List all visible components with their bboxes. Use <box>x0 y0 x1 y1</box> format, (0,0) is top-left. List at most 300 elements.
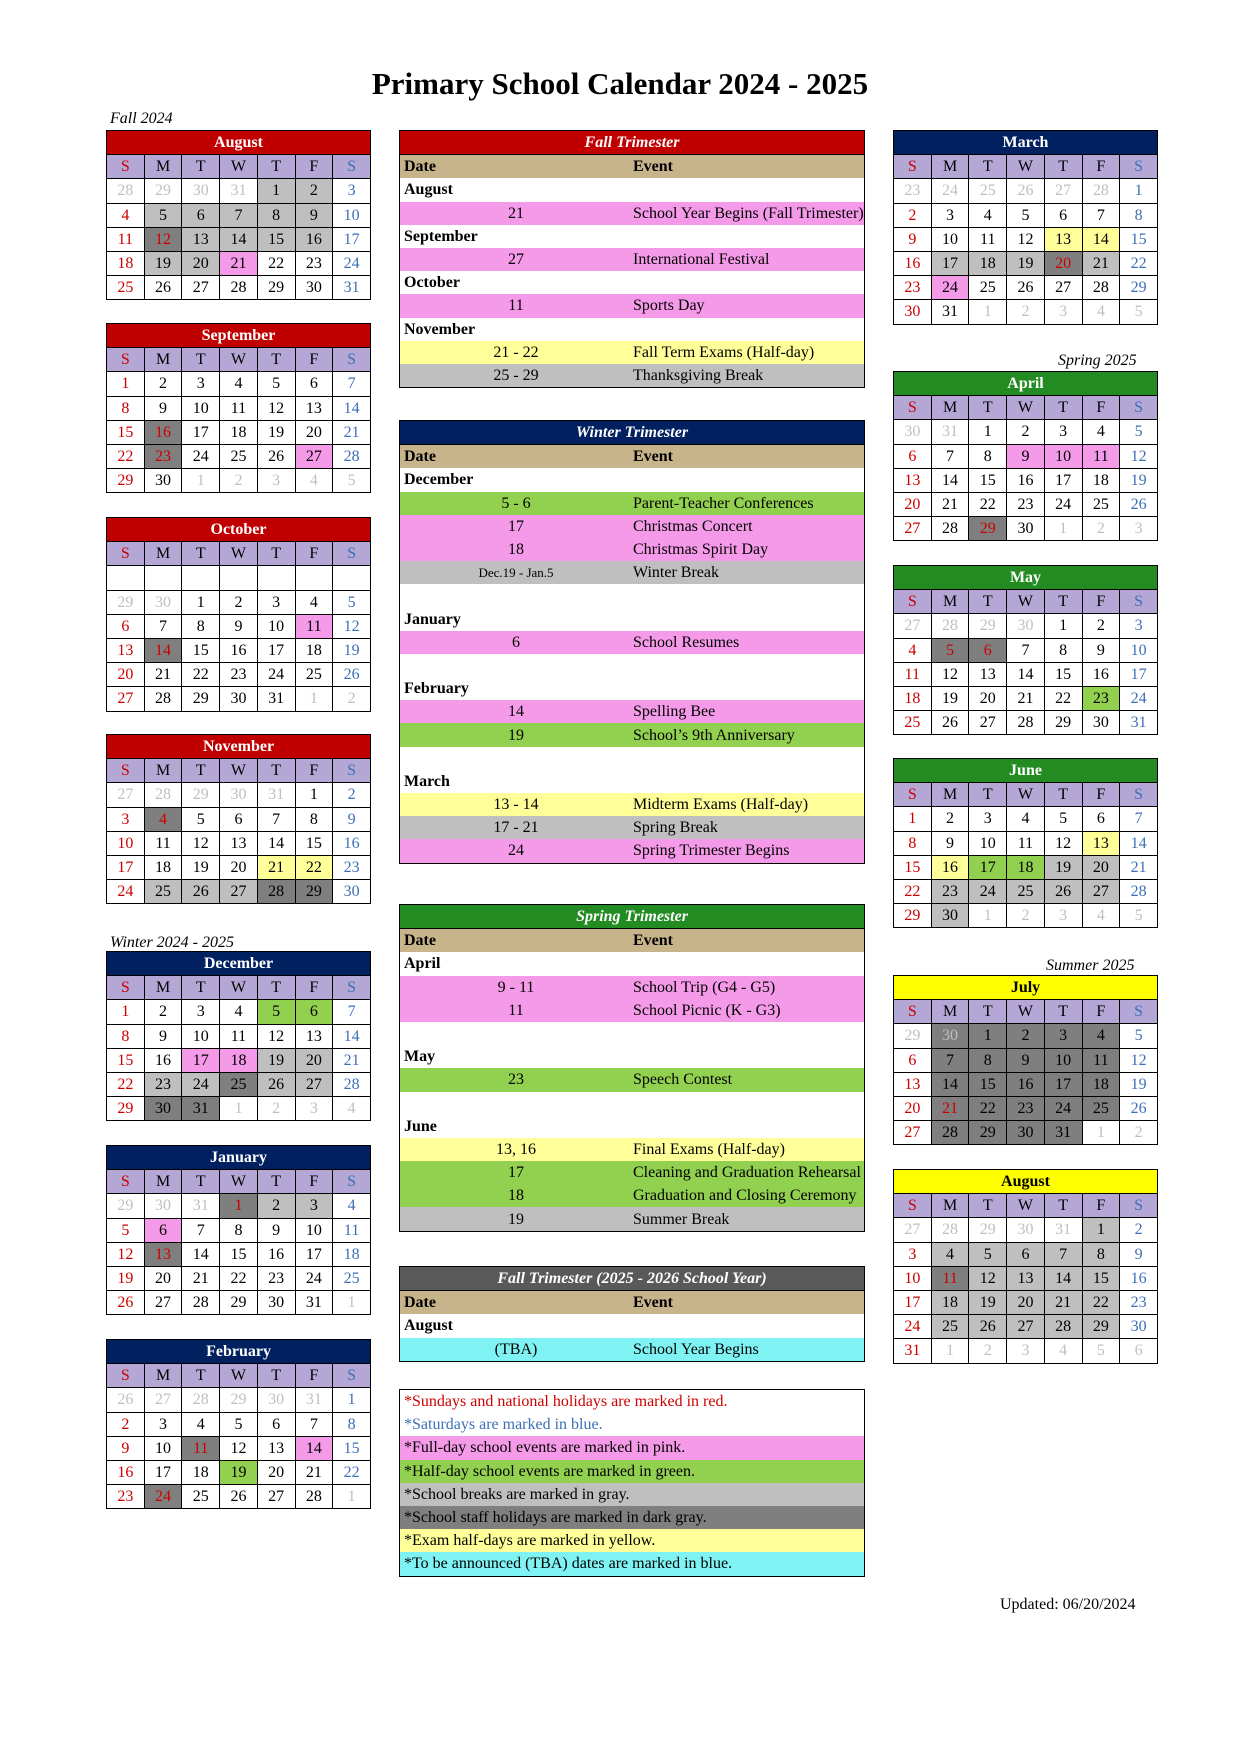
day-cell: 15 <box>295 831 333 855</box>
weekday-header: S <box>1120 783 1158 807</box>
day-cell: 20 <box>1007 1290 1045 1314</box>
event-table <box>399 1266 865 1362</box>
weekday-header: S <box>894 783 932 807</box>
events-fall-trimester <box>399 130 865 388</box>
day-cell: 7 <box>333 1000 371 1024</box>
day-cell: 29 <box>182 687 220 711</box>
weekday-header: T <box>969 783 1007 807</box>
month-march-2025 <box>893 130 1158 325</box>
weekday-header: F <box>1082 590 1120 614</box>
day-cell: 16 <box>894 251 932 275</box>
day-cell: 2 <box>1007 1024 1045 1048</box>
weekday-header: S <box>333 348 371 372</box>
day-cell: 21 <box>931 1096 969 1120</box>
day-cell: 17 <box>333 227 371 251</box>
day-cell: 15 <box>1044 662 1082 686</box>
weekday-header: T <box>182 1364 220 1388</box>
day-cell: 10 <box>333 203 371 227</box>
day-cell: 7 <box>931 1048 969 1072</box>
event-column-header: Event <box>632 155 865 179</box>
day-cell: 5 <box>1120 1024 1158 1048</box>
month-october-2024 <box>106 517 371 712</box>
day-cell: 22 <box>1082 1290 1120 1314</box>
day-cell: 3 <box>295 1194 333 1218</box>
day-cell: 10 <box>1044 1048 1082 1072</box>
day-cell: 2 <box>1120 1121 1158 1145</box>
day-cell: 6 <box>1120 1339 1158 1363</box>
day-cell: 21 <box>1044 1290 1082 1314</box>
weekday-header: F <box>1082 1194 1120 1218</box>
day-cell: 3 <box>1120 614 1158 638</box>
day-cell: 17 <box>107 855 145 879</box>
weekday-header: S <box>107 976 145 1000</box>
day-cell: 17 <box>1120 662 1158 686</box>
day-cell: 16 <box>1120 1266 1158 1290</box>
day-cell: 5 <box>1120 300 1158 324</box>
blank-row <box>400 584 865 607</box>
day-cell: 6 <box>182 203 220 227</box>
event-date: 25 - 29 <box>400 364 633 388</box>
day-cell: 29 <box>894 904 932 928</box>
day-cell: 29 <box>107 590 145 614</box>
month-name: June <box>894 759 1158 783</box>
day-cell: 16 <box>1007 468 1045 492</box>
day-cell: 29 <box>220 1291 258 1315</box>
day-cell: 28 <box>931 1218 969 1242</box>
blank-row <box>400 1092 865 1115</box>
legend-item: *To be announced (TBA) dates are marked in blue. <box>400 1552 865 1576</box>
weekday-header: S <box>1120 1000 1158 1024</box>
weekday-header: M <box>931 396 969 420</box>
event-block-title: Spring Trimester <box>400 905 865 929</box>
day-cell: 19 <box>220 1460 258 1484</box>
weekday-header: S <box>894 1000 932 1024</box>
day-cell: 30 <box>894 300 932 324</box>
day-cell: 26 <box>931 711 969 735</box>
event-name: Midterm Exams (Half-day) <box>632 793 865 816</box>
day-cell: 31 <box>1044 1121 1082 1145</box>
day-cell: 1 <box>333 1485 371 1509</box>
weekday-header: T <box>182 1170 220 1194</box>
event-block-title: Winter Trimester <box>400 421 865 445</box>
event-date: 27 <box>400 248 633 271</box>
day-cell: 17 <box>144 1460 182 1484</box>
day-cell: 22 <box>1120 251 1158 275</box>
day-cell: 12 <box>220 1436 258 1460</box>
day-cell: 19 <box>257 420 295 444</box>
day-cell: 14 <box>931 1072 969 1096</box>
day-cell: 13 <box>295 1024 333 1048</box>
day-cell: 20 <box>894 1096 932 1120</box>
day-cell: 12 <box>257 396 295 420</box>
day-cell: 11 <box>220 396 258 420</box>
day-cell: 13 <box>894 468 932 492</box>
day-cell: 11 <box>220 1024 258 1048</box>
day-cell: 6 <box>1044 203 1082 227</box>
weekday-header: S <box>894 396 932 420</box>
weekday-header: T <box>257 542 295 566</box>
day-cell: 4 <box>1044 1339 1082 1363</box>
day-cell: 1 <box>1120 179 1158 203</box>
day-cell: 4 <box>220 372 258 396</box>
day-cell: 17 <box>931 251 969 275</box>
day-cell: 7 <box>144 614 182 638</box>
day-cell: 7 <box>1007 638 1045 662</box>
day-cell: 5 <box>1120 420 1158 444</box>
day-cell: 1 <box>220 1097 258 1121</box>
day-cell: 1 <box>107 1000 145 1024</box>
day-cell: 24 <box>333 251 371 275</box>
weekday-header: W <box>220 155 258 179</box>
weekday-header: T <box>1044 590 1082 614</box>
day-cell: 17 <box>182 420 220 444</box>
day-cell: 11 <box>295 614 333 638</box>
day-cell: 1 <box>333 1291 371 1315</box>
event-month-label: October <box>404 274 460 292</box>
month-name: May <box>894 566 1158 590</box>
day-cell: 29 <box>969 614 1007 638</box>
weekday-header: S <box>333 1170 371 1194</box>
day-cell: 28 <box>295 1485 333 1509</box>
day-cell: 10 <box>969 831 1007 855</box>
day-cell: 20 <box>1082 855 1120 879</box>
weekday-header: F <box>1082 1000 1120 1024</box>
day-cell: 1 <box>969 904 1007 928</box>
day-cell: 27 <box>144 1388 182 1412</box>
day-cell: 3 <box>257 469 295 493</box>
day-cell: 23 <box>1007 492 1045 516</box>
day-cell: 12 <box>931 662 969 686</box>
day-cell: 5 <box>144 203 182 227</box>
event-date: 9 - 11 <box>400 976 633 999</box>
day-cell: 14 <box>931 468 969 492</box>
day-cell: 25 <box>931 1315 969 1339</box>
day-cell: 27 <box>182 276 220 300</box>
day-cell: 29 <box>894 1024 932 1048</box>
day-cell: 18 <box>1007 855 1045 879</box>
event-name: Spring Break <box>632 816 865 839</box>
day-cell: 10 <box>1120 638 1158 662</box>
day-cell: 1 <box>969 1024 1007 1048</box>
day-cell: 22 <box>107 1072 145 1096</box>
weekday-header: W <box>1007 155 1045 179</box>
day-cell: 10 <box>257 614 295 638</box>
day-cell: 8 <box>107 1024 145 1048</box>
day-cell: 27 <box>969 711 1007 735</box>
day-cell: 11 <box>333 1218 371 1242</box>
day-cell: 10 <box>894 1266 932 1290</box>
day-cell: 26 <box>333 663 371 687</box>
day-cell: 16 <box>295 227 333 251</box>
event-name: School Resumes <box>632 631 865 654</box>
event-name: Speech Contest <box>632 1068 865 1091</box>
day-cell: 11 <box>107 227 145 251</box>
day-cell: 17 <box>1044 468 1082 492</box>
event-date: 21 <box>400 202 633 225</box>
day-cell: 1 <box>295 783 333 807</box>
day-cell: 14 <box>1044 1266 1082 1290</box>
weekday-header: S <box>333 155 371 179</box>
day-cell: 5 <box>220 1412 258 1436</box>
day-cell: 29 <box>257 276 295 300</box>
day-cell: 3 <box>257 590 295 614</box>
day-cell: 26 <box>107 1388 145 1412</box>
day-cell: 18 <box>182 1460 220 1484</box>
weekday-header: S <box>1120 396 1158 420</box>
weekday-header: F <box>295 1364 333 1388</box>
day-cell: 28 <box>1120 879 1158 903</box>
day-cell: 27 <box>107 783 145 807</box>
weekday-header: W <box>220 759 258 783</box>
updated-date: Updated: 06/20/2024 <box>1000 1596 1136 1613</box>
weekday-header: S <box>333 976 371 1000</box>
day-cell: 1 <box>182 590 220 614</box>
day-cell: 4 <box>1082 420 1120 444</box>
event-date: 17 - 21 <box>400 816 633 839</box>
event-date: 11 <box>400 999 633 1022</box>
weekday-header: S <box>1120 590 1158 614</box>
day-cell: 8 <box>182 614 220 638</box>
weekday-header: T <box>969 155 1007 179</box>
day-cell: 25 <box>220 444 258 468</box>
day-cell: 20 <box>144 1266 182 1290</box>
day-cell: 13 <box>1007 1266 1045 1290</box>
day-cell: 9 <box>144 396 182 420</box>
day-cell: 9 <box>295 203 333 227</box>
day-cell: 29 <box>969 517 1007 541</box>
day-cell: 21 <box>1082 251 1120 275</box>
weekday-header: T <box>257 1364 295 1388</box>
day-cell: 20 <box>894 492 932 516</box>
day-cell: 25 <box>333 1266 371 1290</box>
page-title: Primary School Calendar 2024 - 2025 <box>371 66 869 101</box>
day-cell: 18 <box>295 638 333 662</box>
day-cell: 17 <box>969 855 1007 879</box>
day-cell: 7 <box>220 203 258 227</box>
event-date: 11 <box>400 294 633 317</box>
weekday-header: T <box>257 976 295 1000</box>
event-date: 19 <box>400 723 633 746</box>
day-cell: 1 <box>257 179 295 203</box>
day-cell: 5 <box>333 590 371 614</box>
weekday-header: M <box>144 542 182 566</box>
day-cell: 3 <box>1044 1024 1082 1048</box>
day-cell: 9 <box>144 1024 182 1048</box>
day-cell: 26 <box>1120 1096 1158 1120</box>
day-cell: 1 <box>969 420 1007 444</box>
day-cell: 25 <box>1007 879 1045 903</box>
day-cell: 28 <box>144 687 182 711</box>
day-cell: 2 <box>333 783 371 807</box>
day-cell: 8 <box>1044 638 1082 662</box>
day-cell: 30 <box>144 1097 182 1121</box>
day-cell: 3 <box>1044 904 1082 928</box>
day-cell: 26 <box>1007 276 1045 300</box>
weekday-header: M <box>931 155 969 179</box>
day-cell: 27 <box>894 517 932 541</box>
day-cell: 20 <box>107 663 145 687</box>
day-cell: 24 <box>969 879 1007 903</box>
day-cell: 29 <box>220 1388 258 1412</box>
day-cell: 30 <box>144 469 182 493</box>
day-cell: 18 <box>333 1242 371 1266</box>
event-name: Cleaning and Graduation Rehearsal <box>632 1161 865 1184</box>
events-fall-trimester-2025 <box>399 1266 865 1362</box>
day-cell: 4 <box>1082 300 1120 324</box>
day-cell: 9 <box>931 831 969 855</box>
day-cell: 1 <box>1044 614 1082 638</box>
season-summer-label: Summer 2025 <box>1046 957 1135 974</box>
month-table <box>893 565 1158 735</box>
season-spring-label: Spring 2025 <box>1058 352 1137 369</box>
day-cell: 3 <box>182 372 220 396</box>
day-cell: 30 <box>1007 614 1045 638</box>
day-cell: 30 <box>257 1388 295 1412</box>
day-cell: 11 <box>144 831 182 855</box>
day-cell: 30 <box>931 1024 969 1048</box>
day-cell: 27 <box>1007 1315 1045 1339</box>
month-february-2025 <box>106 1339 371 1509</box>
day-cell: 24 <box>182 444 220 468</box>
day-cell: 8 <box>894 831 932 855</box>
day-cell: 28 <box>182 1388 220 1412</box>
day-cell: 2 <box>220 469 258 493</box>
day-cell: 6 <box>257 1412 295 1436</box>
event-date: 18 <box>400 1184 633 1207</box>
day-cell: 13 <box>1082 831 1120 855</box>
day-cell: 8 <box>1082 1242 1120 1266</box>
day-cell: 2 <box>1082 614 1120 638</box>
day-cell: 29 <box>182 783 220 807</box>
day-cell: 27 <box>894 1218 932 1242</box>
day-cell: 4 <box>295 590 333 614</box>
day-cell: 30 <box>1120 1315 1158 1339</box>
month-table <box>893 1169 1158 1364</box>
day-cell: 30 <box>894 420 932 444</box>
day-cell: 14 <box>144 638 182 662</box>
day-cell: 13 <box>107 638 145 662</box>
day-cell: 5 <box>182 807 220 831</box>
day-cell: 10 <box>182 1024 220 1048</box>
day-cell: 18 <box>107 251 145 275</box>
day-cell <box>144 566 182 590</box>
day-cell: 9 <box>894 227 932 251</box>
day-cell: 8 <box>333 1412 371 1436</box>
day-cell: 13 <box>220 831 258 855</box>
day-cell: 29 <box>969 1218 1007 1242</box>
weekday-header: M <box>931 1194 969 1218</box>
day-cell: 10 <box>931 227 969 251</box>
day-cell: 21 <box>295 1460 333 1484</box>
day-cell: 29 <box>107 469 145 493</box>
day-cell: 18 <box>1082 468 1120 492</box>
weekday-header: S <box>107 759 145 783</box>
weekday-header: M <box>144 759 182 783</box>
day-cell: 23 <box>894 276 932 300</box>
weekday-header: W <box>1007 1000 1045 1024</box>
legend-table <box>399 1389 865 1577</box>
weekday-header: T <box>182 348 220 372</box>
weekday-header: T <box>1044 396 1082 420</box>
day-cell: 23 <box>1082 686 1120 710</box>
day-cell: 20 <box>1044 251 1082 275</box>
day-cell: 29 <box>295 880 333 904</box>
day-cell: 19 <box>107 1266 145 1290</box>
day-cell: 20 <box>220 855 258 879</box>
day-cell: 27 <box>295 1072 333 1096</box>
day-cell: 3 <box>1120 517 1158 541</box>
day-cell: 4 <box>894 638 932 662</box>
day-cell: 9 <box>1082 638 1120 662</box>
day-cell: 30 <box>333 880 371 904</box>
month-name: December <box>107 952 371 976</box>
day-cell: 20 <box>295 1048 333 1072</box>
day-cell: 13 <box>894 1072 932 1096</box>
day-cell: 3 <box>333 179 371 203</box>
day-cell: 12 <box>1044 831 1082 855</box>
day-cell: 22 <box>257 251 295 275</box>
day-cell: 5 <box>931 638 969 662</box>
day-cell: 12 <box>1120 444 1158 468</box>
weekday-header: F <box>295 1170 333 1194</box>
day-cell: 25 <box>220 1072 258 1096</box>
month-table <box>893 371 1158 541</box>
day-cell: 25 <box>1082 1096 1120 1120</box>
day-cell <box>107 566 145 590</box>
day-cell: 4 <box>931 1242 969 1266</box>
day-cell: 19 <box>257 1048 295 1072</box>
day-cell: 6 <box>295 1000 333 1024</box>
weekday-header: F <box>1082 783 1120 807</box>
day-cell: 21 <box>1120 855 1158 879</box>
day-cell: 17 <box>894 1290 932 1314</box>
day-cell: 27 <box>894 1121 932 1145</box>
day-cell: 12 <box>333 614 371 638</box>
day-cell: 14 <box>295 1436 333 1460</box>
day-cell: 8 <box>969 1048 1007 1072</box>
day-cell: 14 <box>257 831 295 855</box>
day-cell: 10 <box>107 831 145 855</box>
event-name: Spelling Bee <box>632 700 865 723</box>
day-cell: 8 <box>107 396 145 420</box>
day-cell: 17 <box>257 638 295 662</box>
day-cell: 4 <box>182 1412 220 1436</box>
day-cell: 19 <box>969 1290 1007 1314</box>
day-cell: 21 <box>257 855 295 879</box>
weekday-header: T <box>969 1194 1007 1218</box>
day-cell: 28 <box>931 517 969 541</box>
day-cell: 5 <box>257 372 295 396</box>
day-cell: 21 <box>333 1048 371 1072</box>
month-table <box>106 130 371 300</box>
weekday-header: F <box>1082 155 1120 179</box>
event-table <box>399 130 865 388</box>
day-cell: 13 <box>257 1436 295 1460</box>
day-cell: 14 <box>1007 662 1045 686</box>
weekday-header: T <box>257 1170 295 1194</box>
month-name: October <box>107 518 371 542</box>
day-cell: 4 <box>1082 1024 1120 1048</box>
day-cell: 11 <box>182 1436 220 1460</box>
day-cell: 19 <box>1120 1072 1158 1096</box>
event-month-label: April <box>404 955 441 973</box>
day-cell: 1 <box>969 300 1007 324</box>
day-cell: 2 <box>1007 300 1045 324</box>
event-month-label: June <box>404 1117 437 1135</box>
day-cell: 2 <box>1007 904 1045 928</box>
day-cell: 31 <box>295 1291 333 1315</box>
day-cell: 31 <box>931 420 969 444</box>
